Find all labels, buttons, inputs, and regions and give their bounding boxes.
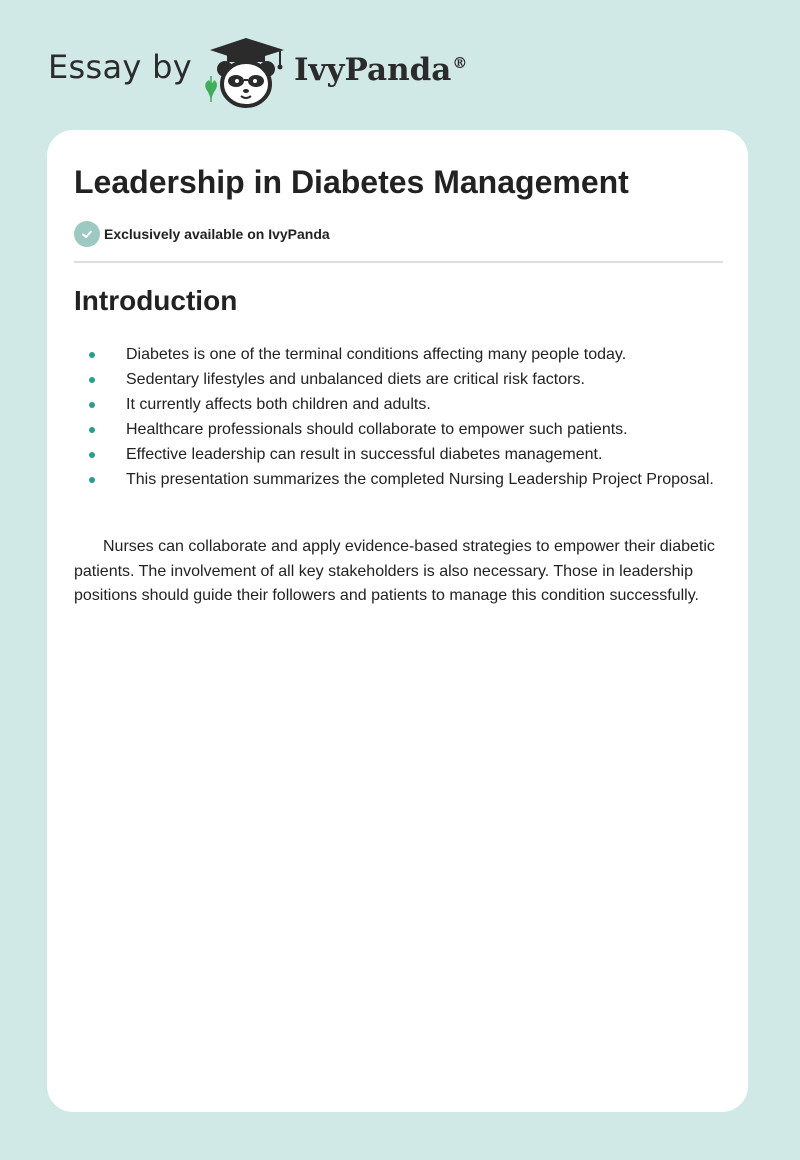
bullet-text: Effective leadership can result in successful diabetes management. — [126, 446, 603, 463]
bullet-dot-icon — [89, 477, 95, 483]
title-divider — [74, 261, 723, 263]
list-item — [74, 442, 714, 467]
list-item — [74, 342, 714, 367]
availability-text: Exclusively available on IvyPanda — [104, 226, 330, 242]
essay-by-label: Essay by — [48, 48, 192, 86]
brand-wordmark[interactable] — [294, 52, 467, 88]
checkmark-circle-icon — [74, 221, 100, 247]
panda-logo-icon[interactable] — [200, 36, 292, 110]
section-heading: Introduction — [74, 285, 238, 316]
bullet-dot-icon — [89, 402, 95, 408]
list-item — [74, 367, 714, 392]
bullet-text: Diabetes is one of the terminal conditions affecting many people today. — [126, 346, 627, 363]
bullet-text: Sedentary lifestyles and unbalanced diets are critical risk factors. — [126, 371, 585, 388]
brand-name: IvyPanda — [294, 52, 452, 88]
body-paragraph: Nurses can collaborate and apply evidence-based strategies to empower their diabetic patients. The involvement of all key stakeholders is also necessary. Those in leadership positions should guide their followers and patients to manage this condition successfully. — [74, 538, 715, 604]
bullet-text: This presentation summarizes the completed Nursing Leadership Project Proposal. — [126, 471, 714, 488]
site-header — [0, 0, 800, 130]
bullet-text: Healthcare professionals should collaborate to empower such patients. — [126, 421, 628, 438]
bullet-dot-icon — [89, 427, 95, 433]
bullet-dot-icon — [89, 352, 95, 358]
availability-badge — [74, 221, 330, 247]
registered-mark: ® — [452, 54, 468, 72]
essay-card — [47, 130, 748, 1112]
list-item — [74, 392, 714, 417]
essay-title: Leadership in Diabetes Management — [74, 164, 629, 200]
list-item — [74, 417, 714, 442]
bullet-list — [74, 342, 714, 492]
bullet-dot-icon — [89, 452, 95, 458]
list-item — [74, 467, 714, 492]
bullet-dot-icon — [89, 377, 95, 383]
bullet-text: It currently affects both children and adults. — [126, 396, 431, 413]
